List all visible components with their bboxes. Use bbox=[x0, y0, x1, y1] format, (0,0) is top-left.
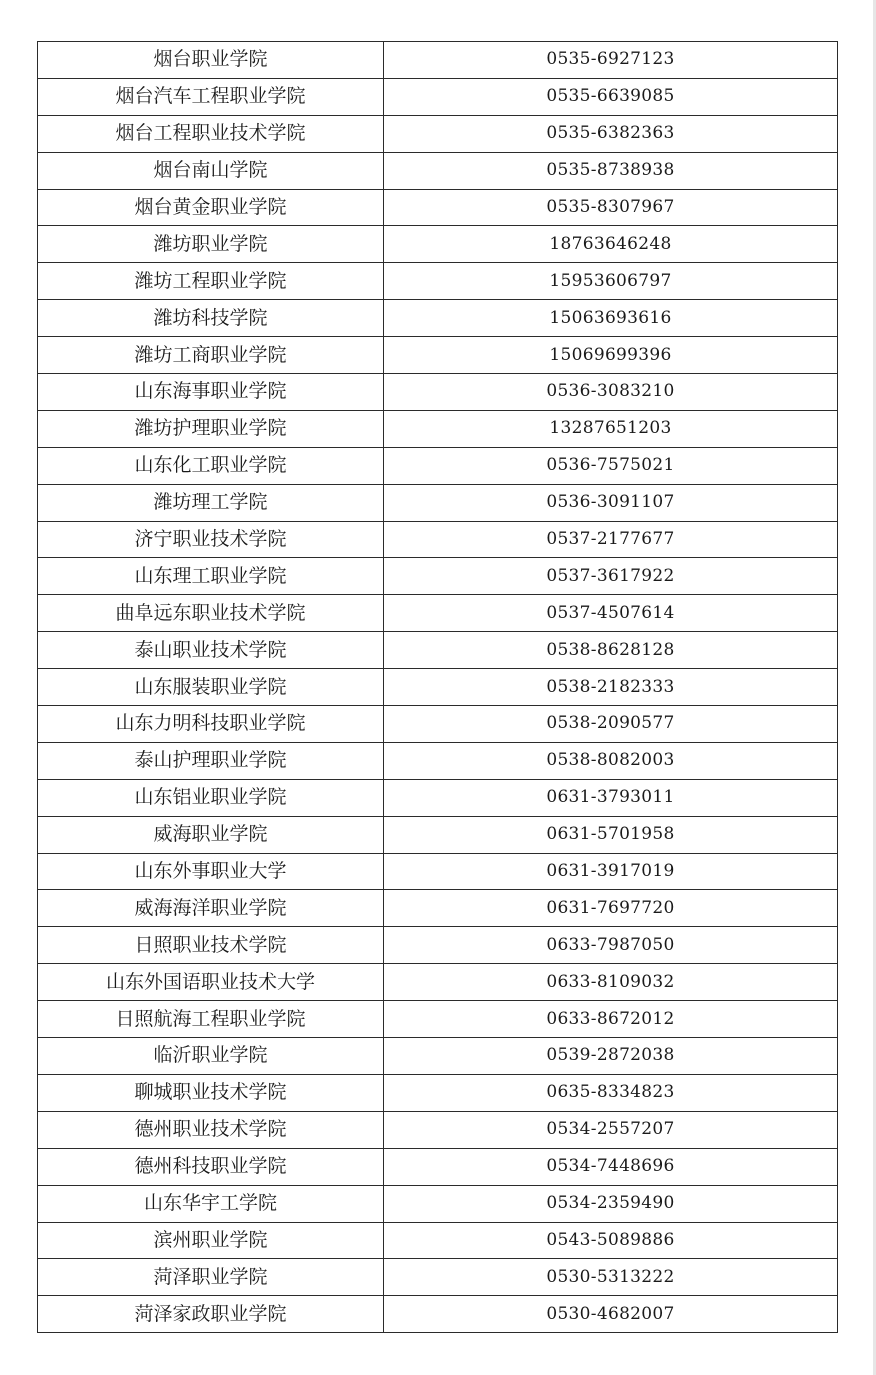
table-row bbox=[38, 115, 838, 152]
phone-number-cell: 15953606797 bbox=[384, 263, 838, 300]
phone-number-cell: 0538-8628128 bbox=[384, 632, 838, 669]
college-name-cell: 潍坊工程职业学院 bbox=[38, 263, 384, 300]
phone-number-cell: 0539-2872038 bbox=[384, 1038, 838, 1075]
college-name-cell: 济宁职业技术学院 bbox=[38, 521, 384, 558]
phone-number-cell: 0631-3793011 bbox=[384, 779, 838, 816]
table-row bbox=[38, 1074, 838, 1111]
table-row bbox=[38, 78, 838, 115]
table-row bbox=[38, 1148, 838, 1185]
table-row bbox=[38, 484, 838, 521]
table-row bbox=[38, 853, 838, 890]
phone-number-cell: 18763646248 bbox=[384, 226, 838, 263]
table-row bbox=[38, 337, 838, 374]
table-row bbox=[38, 927, 838, 964]
college-name-cell: 山东外事职业大学 bbox=[38, 853, 384, 890]
table-row bbox=[38, 189, 838, 226]
table-row bbox=[38, 1001, 838, 1038]
phone-number-cell: 15069699396 bbox=[384, 337, 838, 374]
phone-number-cell: 0543-5089886 bbox=[384, 1222, 838, 1259]
table-row bbox=[38, 42, 838, 79]
table-row bbox=[38, 890, 838, 927]
college-name-cell: 潍坊工商职业学院 bbox=[38, 337, 384, 374]
college-name-cell: 日照航海工程职业学院 bbox=[38, 1001, 384, 1038]
phone-number-cell: 0538-8082003 bbox=[384, 742, 838, 779]
table-row bbox=[38, 263, 838, 300]
college-name-cell: 泰山职业技术学院 bbox=[38, 632, 384, 669]
table-row bbox=[38, 669, 838, 706]
college-name-cell: 山东铝业职业学院 bbox=[38, 779, 384, 816]
college-name-cell: 日照职业技术学院 bbox=[38, 927, 384, 964]
table-row bbox=[38, 226, 838, 263]
table-row bbox=[38, 1111, 838, 1148]
table-row bbox=[38, 152, 838, 189]
phone-number-cell: 0534-2557207 bbox=[384, 1111, 838, 1148]
college-name-cell: 潍坊科技学院 bbox=[38, 300, 384, 337]
phone-number-cell: 0633-8109032 bbox=[384, 964, 838, 1001]
phone-number-cell: 0535-8307967 bbox=[384, 189, 838, 226]
phone-number-cell: 0635-8334823 bbox=[384, 1074, 838, 1111]
table-row bbox=[38, 1185, 838, 1222]
table-row bbox=[38, 779, 838, 816]
phone-number-cell: 13287651203 bbox=[384, 410, 838, 447]
phone-number-cell: 0535-6382363 bbox=[384, 115, 838, 152]
college-name-cell: 烟台南山学院 bbox=[38, 152, 384, 189]
college-name-cell: 泰山护理职业学院 bbox=[38, 742, 384, 779]
phone-number-cell: 0631-5701958 bbox=[384, 816, 838, 853]
phone-number-cell: 0633-8672012 bbox=[384, 1001, 838, 1038]
table-row bbox=[38, 1222, 838, 1259]
table-row bbox=[38, 410, 838, 447]
table-row bbox=[38, 964, 838, 1001]
college-name-cell: 山东外国语职业技术大学 bbox=[38, 964, 384, 1001]
table-row bbox=[38, 706, 838, 743]
college-name-cell: 山东力明科技职业学院 bbox=[38, 706, 384, 743]
college-contact-table bbox=[37, 41, 838, 1333]
college-name-cell: 山东服装职业学院 bbox=[38, 669, 384, 706]
college-name-cell: 威海职业学院 bbox=[38, 816, 384, 853]
table-row bbox=[38, 1259, 838, 1296]
table-row bbox=[38, 1296, 838, 1333]
table-row bbox=[38, 595, 838, 632]
college-name-cell: 菏泽职业学院 bbox=[38, 1259, 384, 1296]
college-name-cell: 潍坊护理职业学院 bbox=[38, 410, 384, 447]
college-name-cell: 山东化工职业学院 bbox=[38, 447, 384, 484]
college-name-cell: 滨州职业学院 bbox=[38, 1222, 384, 1259]
college-name-cell: 烟台汽车工程职业学院 bbox=[38, 78, 384, 115]
phone-number-cell: 0631-3917019 bbox=[384, 853, 838, 890]
table-body bbox=[38, 42, 838, 1333]
table-row bbox=[38, 521, 838, 558]
phone-number-cell: 0536-3083210 bbox=[384, 374, 838, 411]
table-row bbox=[38, 816, 838, 853]
table-row bbox=[38, 742, 838, 779]
phone-number-cell: 0537-2177677 bbox=[384, 521, 838, 558]
phone-number-cell: 0536-3091107 bbox=[384, 484, 838, 521]
college-name-cell: 山东海事职业学院 bbox=[38, 374, 384, 411]
college-name-cell: 山东华宇工学院 bbox=[38, 1185, 384, 1222]
college-name-cell: 威海海洋职业学院 bbox=[38, 890, 384, 927]
phone-number-cell: 0530-4682007 bbox=[384, 1296, 838, 1333]
phone-number-cell: 0631-7697720 bbox=[384, 890, 838, 927]
college-name-cell: 菏泽家政职业学院 bbox=[38, 1296, 384, 1333]
table-row bbox=[38, 1038, 838, 1075]
phone-number-cell: 15063693616 bbox=[384, 300, 838, 337]
phone-number-cell: 0538-2090577 bbox=[384, 706, 838, 743]
phone-number-cell: 0537-3617922 bbox=[384, 558, 838, 595]
college-name-cell: 山东理工职业学院 bbox=[38, 558, 384, 595]
table-row bbox=[38, 558, 838, 595]
phone-number-cell: 0537-4507614 bbox=[384, 595, 838, 632]
phone-number-cell: 0633-7987050 bbox=[384, 927, 838, 964]
phone-number-cell: 0535-6639085 bbox=[384, 78, 838, 115]
college-name-cell: 德州职业技术学院 bbox=[38, 1111, 384, 1148]
college-name-cell: 曲阜远东职业技术学院 bbox=[38, 595, 384, 632]
college-name-cell: 潍坊职业学院 bbox=[38, 226, 384, 263]
table-row bbox=[38, 300, 838, 337]
table-row bbox=[38, 374, 838, 411]
phone-number-cell: 0536-7575021 bbox=[384, 447, 838, 484]
college-name-cell: 潍坊理工学院 bbox=[38, 484, 384, 521]
college-name-cell: 临沂职业学院 bbox=[38, 1038, 384, 1075]
college-name-cell: 烟台黄金职业学院 bbox=[38, 189, 384, 226]
phone-number-cell: 0530-5313222 bbox=[384, 1259, 838, 1296]
table-row bbox=[38, 632, 838, 669]
phone-number-cell: 0538-2182333 bbox=[384, 669, 838, 706]
college-name-cell: 烟台工程职业技术学院 bbox=[38, 115, 384, 152]
phone-number-cell: 0534-7448696 bbox=[384, 1148, 838, 1185]
college-name-cell: 德州科技职业学院 bbox=[38, 1148, 384, 1185]
college-name-cell: 烟台职业学院 bbox=[38, 42, 384, 79]
table-row bbox=[38, 447, 838, 484]
phone-number-cell: 0535-8738938 bbox=[384, 152, 838, 189]
phone-number-cell: 0534-2359490 bbox=[384, 1185, 838, 1222]
college-name-cell: 聊城职业技术学院 bbox=[38, 1074, 384, 1111]
phone-number-cell: 0535-6927123 bbox=[384, 42, 838, 79]
